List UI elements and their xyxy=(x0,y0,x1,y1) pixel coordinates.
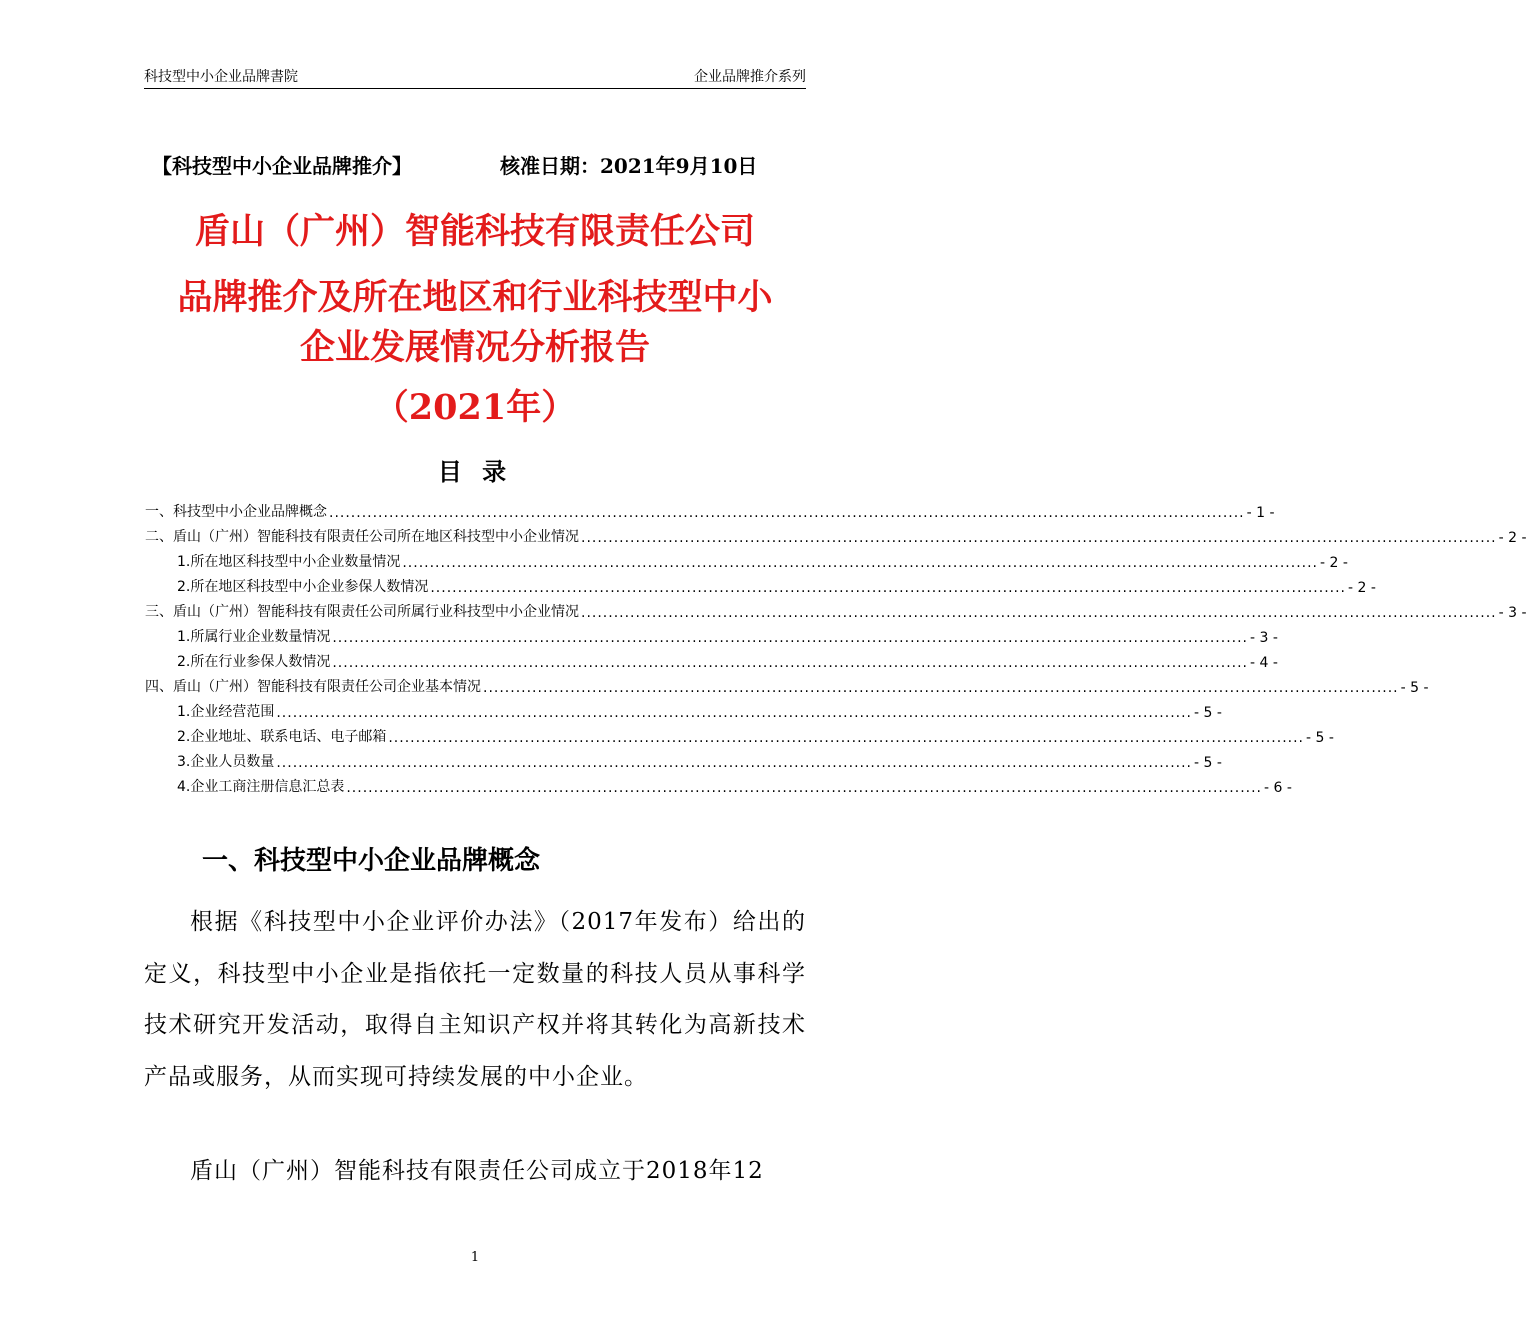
toc-item-page: - 5 - xyxy=(1194,755,1222,771)
toc-item[interactable] xyxy=(145,696,1222,721)
toc-item[interactable] xyxy=(145,521,1527,546)
toc-item-label: 三、盾山（广州）智能科技有限责任公司所属行业科技型中小企业情况 xyxy=(145,604,579,620)
toc-leader-dots: ........................................................................................................................................................................ xyxy=(276,705,1192,721)
toc-item-page: - 2 - xyxy=(1320,555,1348,571)
toc-item-label: 一、科技型中小企业品牌概念 xyxy=(145,504,327,520)
toc-leader-dots: ........................................................................................................................................................................ xyxy=(276,755,1192,771)
header-right-text: 企业品牌推介系列 xyxy=(694,69,806,85)
section-heading: 一、科技型中小企业品牌概念 xyxy=(202,846,541,876)
toc-item-label: 3.企业人员数量 xyxy=(177,754,275,770)
toc-leader-dots: ........................................................................................................................................................................ xyxy=(332,655,1248,671)
toc-item[interactable] xyxy=(145,596,1527,621)
toc-item-label: 4.企业工商注册信息汇总表 xyxy=(177,779,345,795)
approval-date: 核准日期：2021年9月10日 xyxy=(500,154,758,178)
toc-leader-dots: ........................................................................................................................................................................ xyxy=(332,630,1248,646)
toc-item[interactable] xyxy=(145,746,1222,771)
report-title-line-3: 企业发展情况分析报告 xyxy=(299,327,650,368)
body-paragraph: 根据《科技型中小企业评价办法》（2017年发布）给出的定义，科技型中小企业是指依托一定数量的科技人员从事科学技术研究开发活动，取得自主知识产权并将其转化为高新技术产品或服务，从而实现可持续发展的中小企业。 xyxy=(144,909,806,1090)
toc-leader-dots: ........................................................................................................................................................................ xyxy=(329,505,1245,521)
toc-item-label: 2.企业地址、联系电话、电子邮箱 xyxy=(177,729,387,745)
toc-item-page: - 3 - xyxy=(1498,605,1527,621)
toc-leader-dots: ........................................................................................................................................................................ xyxy=(388,730,1304,746)
toc-leader-dots: ........................................................................................................................................................................ xyxy=(483,680,1399,696)
toc-item-page: - 3 - xyxy=(1250,630,1278,646)
toc-item-page: - 2 - xyxy=(1498,530,1527,546)
page-header xyxy=(144,66,806,89)
toc-heading: 目 录 xyxy=(437,458,513,486)
body-paragraph: 盾山（广州）智能科技有限责任公司成立于2018年12 xyxy=(190,1158,764,1184)
header-left-text: 科技型中小企业品牌書院 xyxy=(144,69,298,85)
toc-item-label: 1.企业经营范围 xyxy=(177,704,275,720)
toc-item-label: 1.所属行业企业数量情况 xyxy=(177,629,331,645)
toc-item[interactable] xyxy=(145,721,1334,746)
toc-item-page: - 4 - xyxy=(1250,655,1278,671)
toc-item-page: - 5 - xyxy=(1194,705,1222,721)
intro-label: 【科技型中小企业品牌推介】 xyxy=(152,154,412,178)
report-title-line-1: 盾山（广州）智能科技有限责任公司 xyxy=(194,211,755,252)
toc-leader-dots: ........................................................................................................................................................................ xyxy=(581,605,1497,621)
toc-item-label: 1.所在地区科技型中小企业数量情况 xyxy=(177,554,401,570)
toc-leader-dots: ........................................................................................................................................................................ xyxy=(402,555,1318,571)
toc-item[interactable] xyxy=(145,771,1292,796)
toc-item-page: - 6 - xyxy=(1264,780,1292,796)
toc-item-page: - 5 - xyxy=(1400,680,1429,696)
table-of-contents xyxy=(145,496,1527,796)
toc-item-page: - 5 - xyxy=(1306,730,1334,746)
toc-item[interactable] xyxy=(145,671,1429,696)
toc-leader-dots: ........................................................................................................................................................................ xyxy=(430,580,1346,596)
toc-item-label: 2.所在行业参保人数情况 xyxy=(177,654,331,670)
toc-item-page: - 2 - xyxy=(1348,580,1376,596)
report-title-line-2: 品牌推介及所在地区和行业科技型中小 xyxy=(177,277,773,318)
toc-item[interactable] xyxy=(145,571,1376,596)
intro-line xyxy=(152,150,812,179)
toc-item[interactable] xyxy=(145,546,1348,571)
toc-item-label: 2.所在地区科技型中小企业参保人数情况 xyxy=(177,579,429,595)
toc-leader-dots: ........................................................................................................................................................................ xyxy=(581,530,1497,546)
toc-item-page: - 1 - xyxy=(1246,505,1275,521)
report-title-year: （2021年） xyxy=(373,387,577,428)
toc-item[interactable] xyxy=(145,496,1275,521)
toc-item-label: 二、盾山（广州）智能科技有限责任公司所在地区科技型中小企业情况 xyxy=(145,529,579,545)
toc-item[interactable] xyxy=(145,621,1278,646)
page-number: 1 xyxy=(470,1250,480,1265)
toc-leader-dots: ........................................................................................................................................................................ xyxy=(346,780,1262,796)
toc-item[interactable] xyxy=(145,646,1278,671)
toc-item-label: 四、盾山（广州）智能科技有限责任公司企业基本情况 xyxy=(145,679,481,695)
